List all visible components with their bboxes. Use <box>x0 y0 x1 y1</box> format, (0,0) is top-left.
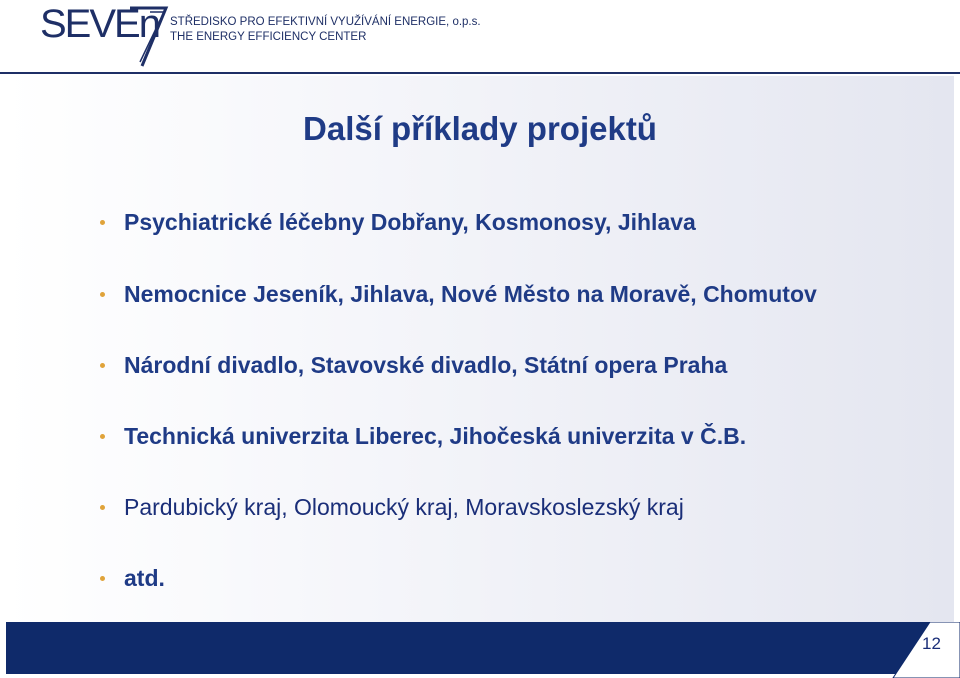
bullet-dot-icon <box>100 576 105 581</box>
slide-title: Další příklady projektů <box>303 110 657 147</box>
bullet-text: Nemocnice Jeseník, Jihlava, Nové Město na Moravě, Chomutov <box>124 280 817 307</box>
slide-footer <box>0 622 960 678</box>
org-name-english: THE ENERGY EFFICIENCY CENTER <box>170 31 367 43</box>
bullet-item <box>100 207 696 237</box>
seven-logo <box>40 2 170 66</box>
logo-wordmark: SEVEn <box>40 2 159 46</box>
slide-header <box>0 0 960 74</box>
bullet-item <box>100 350 727 380</box>
footer-corner-shape <box>0 622 960 678</box>
bullet-text: atd. <box>124 564 165 591</box>
page-number: 12 <box>922 634 941 653</box>
bullet-item <box>100 492 684 522</box>
header-divider <box>0 72 960 74</box>
bullet-text: Pardubický kraj, Olomoucký kraj, Moravskoslezský kraj <box>124 493 684 520</box>
bullet-item <box>100 279 817 309</box>
org-name-czech: STŘEDISKO PRO EFEKTIVNÍ VYUŽÍVÁNÍ ENERGIE, o.p.s. <box>170 16 481 28</box>
bullet-item <box>100 563 165 593</box>
bullet-item <box>100 421 746 451</box>
bullet-dot-icon <box>100 505 105 510</box>
bullet-dot-icon <box>100 363 105 368</box>
bullet-text: Technická univerzita Liberec, Jihočeská univerzita v Č.B. <box>124 422 747 449</box>
bullet-dot-icon <box>100 434 105 439</box>
bullet-text: Psychiatrické léčebny Dobřany, Kosmonosy, Jihlava <box>124 208 696 235</box>
bullet-dot-icon <box>100 292 105 297</box>
bullet-dot-icon <box>100 220 105 225</box>
bullet-text: Národní divadlo, Stavovské divadlo, Státní opera Praha <box>124 351 728 378</box>
logo-seven-slash-icon <box>126 2 172 68</box>
slide-body <box>6 76 954 622</box>
